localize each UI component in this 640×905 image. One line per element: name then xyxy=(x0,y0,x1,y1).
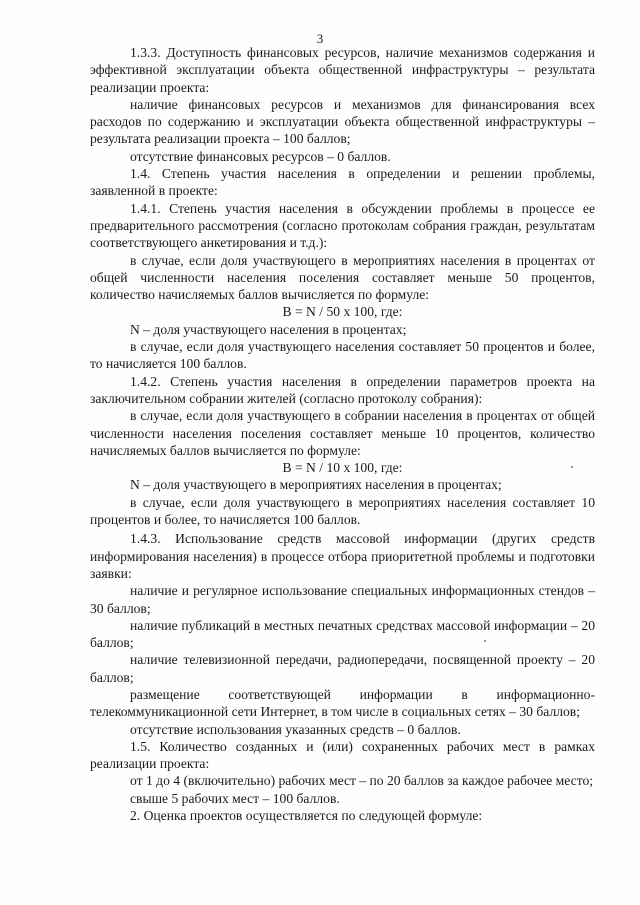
paragraph-1-3-3: 1.3.3. Доступность финансовых ресурсов, наличие механизмов содержания и эффективной эксплуатации объекта общественной инфраструктуры – результата реализации проекта: xyxy=(90,45,595,95)
paragraph-share-10-or-more: в случае, если доля участвующего в мероприятиях населения составляет 10 процентов и более, то начисляется 100 баллов. xyxy=(90,494,595,528)
paragraph-jobs-1-4: от 1 до 4 (включительно) рабочих мест – по 20 баллов за каждое рабочее место; xyxy=(130,773,594,789)
paragraph-jobs-over-5: свыше 5 рабочих мест – 100 баллов. xyxy=(130,790,340,806)
paragraph-tv-radio: наличие телевизионной передачи, радиопередачи, посвященной проекту – 20 баллов; xyxy=(90,652,595,685)
paragraph-1-4-3: 1.4.3. Использование средств массовой информации (других средств информирования населения) в процессе отбора приоритетной проблемы и подготовки заявки: xyxy=(90,531,595,581)
paragraph-1-4: 1.4. Степень участия населения в определении и решении проблемы, заявленной в проекте: xyxy=(90,166,595,199)
scan-speck xyxy=(571,466,573,468)
formula-10: B = N / 10 x 100, где: xyxy=(282,460,403,476)
paragraph-share-50-or-more: в случае, если доля участвующего населения составляет 50 процентов и более, то начисляется 100 баллов. xyxy=(90,339,595,372)
paragraph-info-stands: наличие и регулярное использование специальных информационных стендов – 30 баллов; xyxy=(90,583,595,616)
paragraph-share-below-10: в случае, если доля участвующего в собрании населения в процентах от общей численности населения поселения составляет меньше 10 процентов, количество начисляемых баллов вычисляется по формуле: xyxy=(90,408,595,458)
paragraph-n-definition-2: N – доля участвующего в мероприятиях населения в процентах; xyxy=(130,477,502,493)
paragraph-1-5: 1.5. Количество созданных и (или) сохраненных рабочих мест в рамках реализации проекта: xyxy=(90,738,595,772)
paragraph-internet: размещение соответствующей информации в информационно-телекоммуникационной сети Интернет, в том числе в социальных сетях – 30 баллов; xyxy=(90,686,595,720)
paragraph-financing-available: наличие финансовых ресурсов и механизмов для финансирования всех расходов по содержанию и эксплуатации объекта общественной инфраструктуры – результата реализации проекта – 100 баллов; xyxy=(90,96,595,147)
paragraph-n-definition-1: N – доля участвующего населения в процентах; xyxy=(130,321,407,337)
paragraph-1-4-1: 1.4.1. Степень участия населения в обсуждении проблемы в процессе ее предварительного рассмотрения (согласно протоколам собрания граждан, результатам соответствующего анкетирования и т.д.): xyxy=(90,200,595,251)
scan-speck xyxy=(484,640,486,642)
formula-50: B = N / 50 x 100, где: xyxy=(282,304,403,320)
paragraph-share-below-50: в случае, если доля участвующего в мероприятиях населения в процентах от общей численности населения поселения составляет меньше 50 процентов, количество начисляемых баллов вычисляется по формуле: xyxy=(90,252,595,303)
paragraph-print-media: наличие публикаций в местных печатных средствах массовой информации – 20 баллов; xyxy=(90,617,595,651)
paragraph-1-4-2: 1.4.2. Степень участия населения в определении параметров проекта на заключительном собрании жителей (согласно протоколу собрания): xyxy=(90,373,595,406)
page-number: 3 xyxy=(316,31,324,46)
paragraph-financing-absent: отсутствие финансовых ресурсов – 0 баллов. xyxy=(130,148,391,164)
document-body xyxy=(90,44,595,824)
paragraph-2: 2. Оценка проектов осуществляется по следующей формуле: xyxy=(130,808,483,824)
paragraph-no-media: отсутствие использования указанных средств – 0 баллов. xyxy=(130,721,461,737)
